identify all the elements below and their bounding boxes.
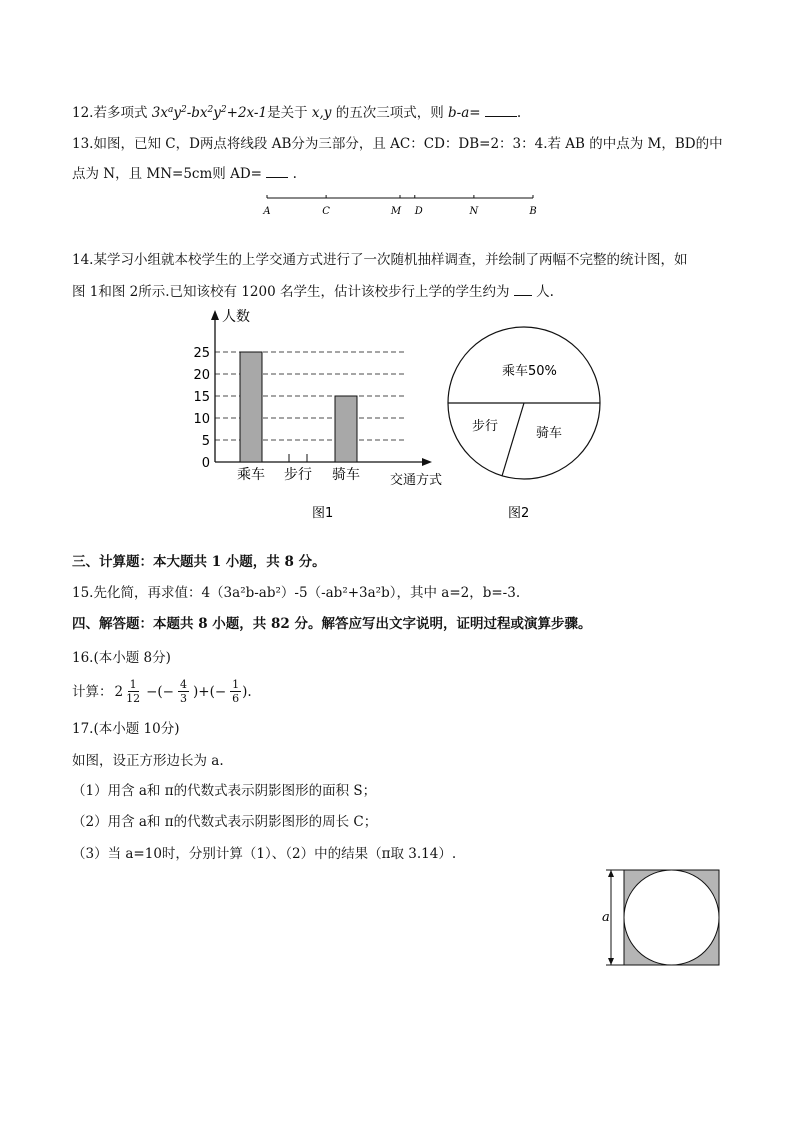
figure-2-caption: 图2 (508, 506, 530, 521)
dimension-arrow-top (608, 870, 614, 877)
point-label-a: A (263, 206, 271, 217)
q14-line2-text: 图 1和图 2所示.已知该校有 1200 名学生，估计该校步行上学的学生约为 (72, 284, 510, 300)
y-tick-5: 5 (201, 434, 210, 449)
segment-figure (255, 188, 555, 220)
point-label-n: N (469, 206, 479, 217)
q12-vars: x,y (311, 105, 332, 121)
square-circle-figure (598, 866, 724, 970)
point-label-m: M (390, 206, 402, 217)
y-axis-arrow (211, 310, 219, 320)
x-axis-arrow (422, 458, 432, 466)
x-tick-1: 步行 (284, 467, 312, 483)
question-17-part3: （3）当 a=10时，分别计算（1）、（2）中的结果（π取 3.14）. (72, 846, 457, 862)
minus-sign: −(− (146, 683, 174, 700)
question-17-header: 17.(本小题 10分) (72, 721, 180, 737)
mixed-number: 2 (114, 683, 124, 700)
question-13-line2 (72, 165, 297, 183)
pie-label-car: 乘车50% (502, 364, 557, 379)
fraction-1-6: $\frac{1}{6}$ (232, 678, 240, 705)
pie-chart (440, 315, 615, 525)
dimension-arrow-bottom (608, 958, 614, 965)
answer-blank[interactable] (266, 165, 288, 178)
point-label-c: C (322, 206, 330, 217)
question-17-part1: （1）用含 a和 π的代数式表示阴影图形的面积 S； (72, 783, 377, 799)
q12-prefix: 12.若多项式 (72, 105, 152, 121)
figure-1-caption: 图1 (312, 506, 334, 521)
section-4-title: 四、解答题：本题共 8 小题，共 82 分。解答应写出文字说明，证明过程或演算步骤。 (72, 616, 592, 632)
question-17-intro: 如图，设正方形边长为 a. (72, 753, 224, 769)
point-label-b: B (529, 206, 537, 217)
pie-label-bike: 骑车 (536, 426, 563, 441)
x-tick-2: 骑车 (332, 467, 360, 483)
y-tick-15: 15 (193, 390, 210, 405)
x-tick-0: 乘车 (237, 467, 265, 483)
pie-label-walk: 步行 (472, 419, 499, 434)
y-tick-25: 25 (193, 346, 210, 361)
q16-label: 计算： (72, 683, 113, 700)
question-15: 15.先化简，再求值：4（3a²b-ab²）-5（-ab²+3a²b），其中 a=2，b=-3. (72, 585, 521, 601)
q12-end: . (516, 105, 522, 121)
question-14-line2 (72, 283, 554, 301)
x-axis-label: 交通方式 (390, 473, 443, 488)
bar-2 (335, 396, 357, 462)
q12-expr: b-a (448, 105, 470, 121)
y-axis-label: 人数 (222, 309, 250, 325)
inscribed-circle (624, 870, 719, 965)
bar-chart (190, 305, 470, 530)
q12-suffix: 的五次三项式，则 (331, 105, 449, 121)
bar-0 (240, 352, 262, 462)
q12-eq: = (469, 105, 481, 121)
q14-end: 人. (536, 284, 554, 300)
y-tick-0: 0 (201, 456, 210, 471)
question-14-line1: 14.某学习小组就本校学生的上学交通方式进行了一次随机抽样调查，并绘制了两幅不完整的统计图，如 (72, 252, 688, 268)
question-17-part2: （2）用含 a和 π的代数式表示阴影图形的周长 C； (72, 814, 378, 830)
q12-polynomial: $3x^ay^2-bx^2y^2+2x-1$ (151, 105, 268, 121)
plus-sign: )+(− (192, 683, 227, 700)
fraction-1-12: $\frac{1}{12}$ (126, 678, 141, 705)
question-12 (72, 104, 521, 122)
section-3-title: 三、计算题：本大题共 1 小题，共 8 分。 (72, 554, 326, 570)
question-13-line1: 13.如图，已知 C，D两点将线段 AB分为三部分，且 AC：CD：DB=2：3：4.若 AB 的中点为 M，BD的中 (72, 136, 723, 152)
y-tick-20: 20 (193, 368, 210, 383)
point-label-d: D (414, 206, 423, 217)
q12-mid: 是关于 (267, 105, 312, 121)
answer-blank[interactable] (485, 104, 517, 117)
fraction-4-3: $\frac{4}{3}$ (179, 678, 187, 705)
side-label: a (602, 910, 610, 925)
answer-blank[interactable] (514, 283, 532, 296)
question-16-header: 16.(本小题 8分) (72, 650, 171, 666)
y-tick-10: 10 (193, 412, 210, 427)
q13-end: . (292, 166, 297, 182)
q13-line2-text: 点为 N，且 MN=5cm则 AD= (72, 166, 262, 182)
close-paren: ). (242, 683, 252, 700)
question-16-expression (72, 678, 252, 705)
